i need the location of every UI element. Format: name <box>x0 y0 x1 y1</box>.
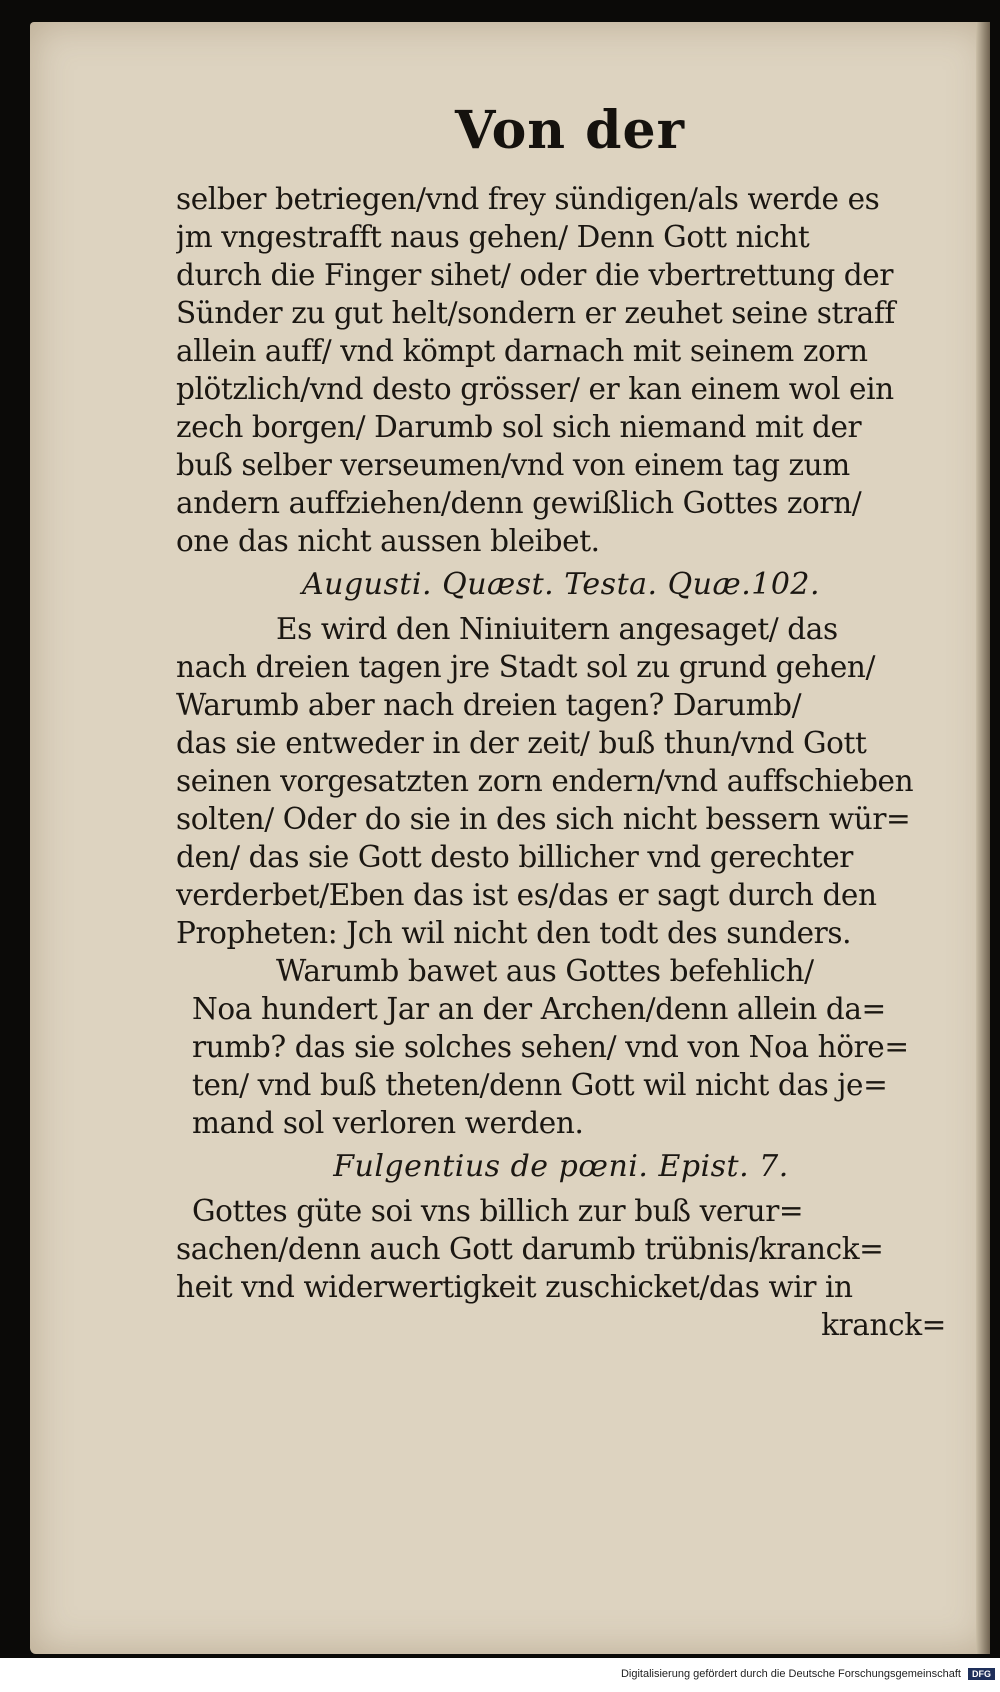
text-line: das sie entweder in der zeit/ buß thun/vnd Gott <box>176 726 867 760</box>
citation-fulgentius: Fulgentius de pœni. Epist. 7. <box>333 1149 789 1184</box>
catchword: kranck= <box>821 1308 946 1342</box>
text-line: jm vngestrafft naus gehen/ Denn Gott nicht <box>176 220 810 254</box>
text-line: mand sol verloren werden. <box>192 1106 584 1140</box>
text-line: ten/ vnd buß theten/denn Gott wil nicht das je= <box>192 1068 888 1102</box>
text-line: verderbet/Eben das ist es/das er sagt durch den <box>176 878 877 912</box>
text-line: rumb? das sie solches sehen/ vnd von Noa höre= <box>192 1030 909 1064</box>
text-line: Warumb aber nach dreien tagen? Darumb/ <box>176 688 802 722</box>
footer-text: Digitalisierung gefördert durch die Deutsche Forschungsgemeinschaft <box>620 1668 961 1680</box>
text-line: Warumb bawet aus Gottes befehlich/ <box>276 954 814 988</box>
text-line: seinen vorgesatzten zorn endern/vnd auffschieben <box>176 764 914 798</box>
text-line: plötzlich/vnd desto grösser/ er kan einem wol ein <box>176 372 894 406</box>
text-line: zech borgen/ Darumb sol sich niemand mit der <box>176 410 862 444</box>
running-head: Von der <box>455 100 686 161</box>
text-line: allein auff/ vnd kömpt darnach mit seinem zorn <box>176 334 868 368</box>
digitization-footer <box>0 1668 995 1680</box>
text-line: solten/ Oder do sie in des sich nicht bessern wür= <box>176 802 911 836</box>
text-line: sachen/denn auch Gott darumb trübnis/kranck= <box>176 1232 884 1266</box>
text-line: selber betriegen/vnd frey sündigen/als werde es <box>176 182 880 216</box>
text-line: Es wird den Niniuitern angesaget/ das <box>276 612 838 646</box>
text-line: nach dreien tagen jre Stadt sol zu grund gehen/ <box>176 650 876 684</box>
text-line: den/ das sie Gott desto billicher vnd gerechter <box>176 840 853 874</box>
text-line: andern auffziehen/denn gewißlich Gottes zorn/ <box>176 486 862 520</box>
text-line: Gottes güte soi vns billich zur buß verur= <box>192 1194 804 1228</box>
dfg-logo: DFG <box>968 1668 995 1680</box>
body-text <box>176 180 946 1344</box>
citation-augustinus: Augusti. Quæst. Testa. Quæ.102. <box>301 567 821 602</box>
text-line: Sünder zu gut helt/sondern er zeuhet seine straff <box>176 296 895 330</box>
page-edge-shadow <box>976 22 990 1654</box>
text-line: one das nicht aussen bleibet. <box>176 524 600 558</box>
text-line: heit vnd widerwertigkeit zuschicket/das wir in <box>176 1270 853 1304</box>
text-line: buß selber verseumen/vnd von einem tag zum <box>176 448 850 482</box>
text-line: Propheten: Jch wil nicht den todt des sunders. <box>176 916 852 950</box>
text-line: Noa hundert Jar an der Archen/denn allein da= <box>192 992 886 1026</box>
text-line: durch die Finger sihet/ oder die vbertrettung der <box>176 258 894 292</box>
